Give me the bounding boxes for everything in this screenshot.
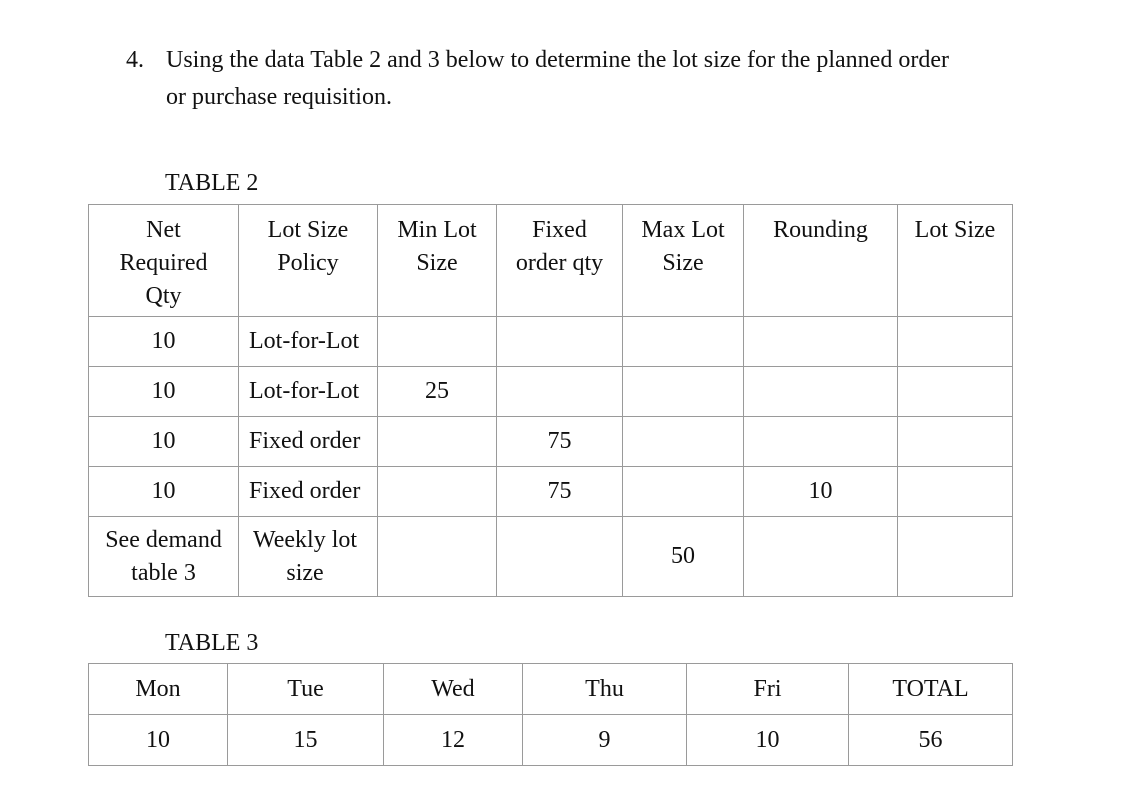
table-row	[89, 467, 1013, 517]
table3-value-row	[89, 715, 1013, 766]
table3-header-row	[89, 664, 1013, 715]
header-thu: Thu	[523, 664, 687, 715]
cell-max-lot	[623, 467, 744, 517]
cell-net: See demand table 3	[89, 517, 239, 597]
header-fri: Fri	[687, 664, 849, 715]
cell-max-lot	[623, 317, 744, 367]
cell-max-lot	[623, 367, 744, 417]
table-3	[88, 663, 1013, 766]
header-tue: Tue	[228, 664, 384, 715]
header-min-lot-size: Min Lot Size	[378, 205, 497, 317]
cell-net: 10	[89, 467, 239, 517]
header-net-required-qty: Net Required Qty	[89, 205, 239, 317]
table3-caption: TABLE 3	[165, 630, 259, 656]
cell-lot-size	[898, 467, 1013, 517]
cell-rounding: 10	[744, 467, 898, 517]
cell-lot-size	[898, 417, 1013, 467]
table-row	[89, 517, 1013, 597]
header-fixed-order-qty: Fixed order qty	[497, 205, 623, 317]
cell-policy: Fixed order	[239, 417, 378, 467]
value-wed: 12	[384, 715, 523, 766]
cell-policy: Lot-for-Lot	[239, 367, 378, 417]
cell-min-lot	[378, 417, 497, 467]
cell-policy: Weekly lot size	[239, 517, 378, 597]
value-thu: 9	[523, 715, 687, 766]
question-number: 4.	[126, 47, 144, 73]
cell-rounding	[744, 367, 898, 417]
header-lot-size-policy: Lot Size Policy	[239, 205, 378, 317]
cell-rounding	[744, 417, 898, 467]
value-mon: 10	[89, 715, 228, 766]
cell-policy: Lot-for-Lot	[239, 317, 378, 367]
cell-rounding	[744, 317, 898, 367]
header-lot-size: Lot Size	[898, 205, 1013, 317]
table2-caption: TABLE 2	[165, 170, 259, 196]
header-total: TOTAL	[849, 664, 1013, 715]
cell-policy: Fixed order	[239, 467, 378, 517]
cell-max-lot	[623, 417, 744, 467]
header-wed: Wed	[384, 664, 523, 715]
cell-net: 10	[89, 417, 239, 467]
header-rounding: Rounding	[744, 205, 898, 317]
cell-lot-size	[898, 517, 1013, 597]
cell-net: 10	[89, 367, 239, 417]
value-total: 56	[849, 715, 1013, 766]
cell-fixed-qty	[497, 317, 623, 367]
table-row	[89, 417, 1013, 467]
cell-lot-size	[898, 367, 1013, 417]
header-max-lot-size: Max Lot Size	[623, 205, 744, 317]
question-text	[126, 42, 1026, 116]
cell-fixed-qty	[497, 367, 623, 417]
cell-net: 10	[89, 317, 239, 367]
cell-fixed-qty: 75	[497, 417, 623, 467]
table-row	[89, 317, 1013, 367]
header-mon: Mon	[89, 664, 228, 715]
cell-lot-size	[898, 317, 1013, 367]
table2-header-row	[89, 205, 1013, 317]
cell-fixed-qty	[497, 517, 623, 597]
cell-fixed-qty: 75	[497, 467, 623, 517]
question-line-1: 4. Using the data Table 2 and 3 below to determine the lot size for the planned order	[126, 42, 1026, 79]
question-line-2: or purchase requisition.	[166, 84, 392, 110]
cell-max-lot: 50	[623, 517, 744, 597]
value-fri: 10	[687, 715, 849, 766]
cell-min-lot	[378, 517, 497, 597]
table-2	[88, 204, 1013, 597]
table-row	[89, 367, 1013, 417]
cell-min-lot: 25	[378, 367, 497, 417]
cell-rounding	[744, 517, 898, 597]
cell-min-lot	[378, 317, 497, 367]
cell-min-lot	[378, 467, 497, 517]
value-tue: 15	[228, 715, 384, 766]
